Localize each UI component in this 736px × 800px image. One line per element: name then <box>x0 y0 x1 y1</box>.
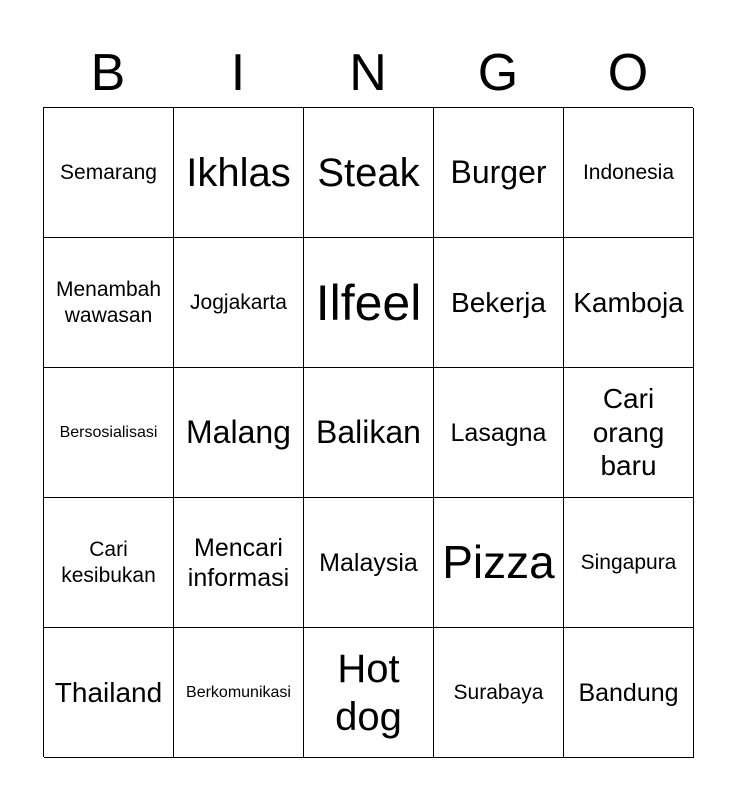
cell-text: Pizza <box>442 535 555 588</box>
cell-text: Singapura <box>580 550 677 574</box>
bingo-cell[interactable] <box>304 628 434 758</box>
header-letter-o: O <box>607 44 649 102</box>
bingo-cell[interactable] <box>434 368 564 498</box>
bingo-cell[interactable] <box>304 108 434 238</box>
bingo-cell[interactable] <box>434 108 564 238</box>
bingo-cell[interactable] <box>564 238 694 368</box>
bingo-cell[interactable] <box>44 498 174 628</box>
cell-text: Menambah wawasan <box>55 278 162 327</box>
cell-text: Bersosialisasi <box>59 423 158 441</box>
cell-text: Surabaya <box>453 680 544 704</box>
bingo-cell[interactable] <box>44 368 174 498</box>
bingo-cell[interactable] <box>174 498 304 628</box>
cell-text: Jogjakarta <box>190 290 287 314</box>
cell-text: Lasagna <box>450 418 547 447</box>
header-letter-b: B <box>90 44 126 102</box>
cell-text: Ikhlas <box>186 150 291 195</box>
bingo-cell[interactable] <box>174 108 304 238</box>
cell-text: Semarang <box>60 160 157 184</box>
bingo-cell[interactable] <box>174 368 304 498</box>
bingo-header <box>43 38 693 108</box>
cell-text: Bekerja <box>451 286 546 318</box>
cell-text: Malang <box>186 414 291 451</box>
header-letter-g: G <box>477 44 519 102</box>
bingo-cell[interactable] <box>434 498 564 628</box>
bingo-cell[interactable] <box>174 238 304 368</box>
cell-text: Kamboja <box>573 286 684 318</box>
cell-text: Balikan <box>316 414 421 451</box>
bingo-cell[interactable] <box>564 628 694 758</box>
cell-text: Ilfeel <box>315 274 422 331</box>
bingo-cell[interactable] <box>564 498 694 628</box>
cell-text: Steak <box>317 150 420 195</box>
cell-text: Malaysia <box>319 548 418 577</box>
cell-text: Cari kesibukan <box>61 538 156 587</box>
cell-text: Thailand <box>54 676 163 708</box>
cell-text: Berkomunikasi <box>186 683 291 701</box>
bingo-cell[interactable] <box>304 498 434 628</box>
header-letter-n: N <box>349 44 387 102</box>
bingo-cell[interactable] <box>564 108 694 238</box>
bingo-cell[interactable] <box>564 368 694 498</box>
bingo-cell[interactable] <box>174 628 304 758</box>
cell-text: Cari orang baru <box>592 383 665 482</box>
cell-text: Mencari informasi <box>187 533 290 592</box>
header-letter-i: I <box>230 44 246 102</box>
cell-text: Hot dog <box>335 646 402 739</box>
bingo-cell[interactable] <box>304 238 434 368</box>
cell-text: Indonesia <box>582 160 675 184</box>
bingo-cell[interactable] <box>44 108 174 238</box>
bingo-cell[interactable] <box>44 238 174 368</box>
bingo-cell[interactable] <box>44 628 174 758</box>
bingo-cell[interactable] <box>434 238 564 368</box>
cell-text: Burger <box>450 154 547 191</box>
cell-text: Bandung <box>578 678 679 707</box>
bingo-cell[interactable] <box>434 628 564 758</box>
bingo-card <box>43 107 693 757</box>
bingo-cell[interactable] <box>304 368 434 498</box>
